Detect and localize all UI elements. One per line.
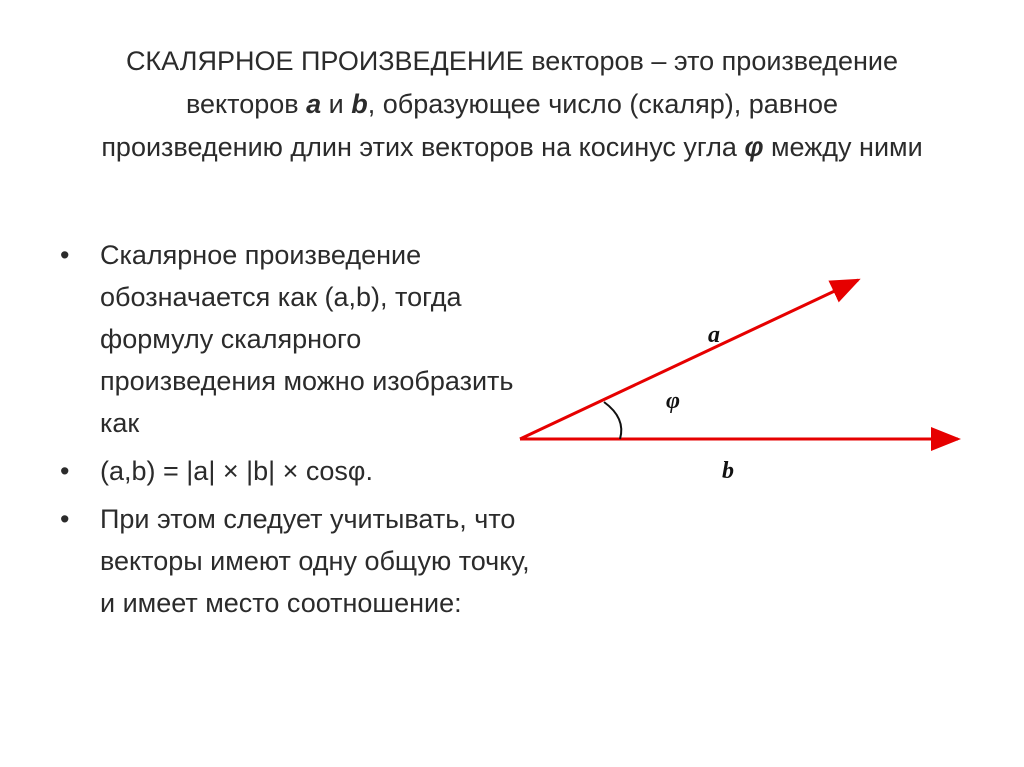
angle-arc bbox=[604, 402, 621, 439]
bullet-marker: • bbox=[60, 456, 70, 486]
bullet-marker: • bbox=[60, 504, 70, 534]
vector-a-arrow bbox=[520, 280, 858, 439]
vector-diagram bbox=[500, 260, 980, 500]
label-a: a bbox=[708, 322, 720, 348]
bullet-text: Скалярное произведение обозначается как (a,b), тогда формулу скалярного произведения можно изобразить как bbox=[100, 240, 514, 438]
bullet-text: При этом следует учитывать, что векторы имеют одну общую точку, и имеет место соотношение: bbox=[100, 504, 530, 618]
bullet-marker: • bbox=[60, 240, 70, 270]
title-line-2: векторов a и b, образующее число (скаляр), равное bbox=[185, 89, 839, 119]
bullet-text: (a,b) = |a| × |b| × cosφ. bbox=[100, 456, 373, 486]
title-line-1: СКАЛЯРНОЕ ПРОИЗВЕДЕНИЕ векторов – это произведение bbox=[125, 46, 899, 76]
title-line-3: произведению длин этих векторов на косинус угла φ между ними bbox=[101, 132, 923, 162]
label-b: b bbox=[722, 458, 734, 484]
bullet-list bbox=[60, 234, 530, 630]
title-vector-b: b bbox=[351, 89, 368, 119]
slide-title bbox=[20, 40, 1004, 169]
label-phi: φ bbox=[666, 388, 681, 414]
bullet-item-1 bbox=[60, 234, 530, 444]
title-phi: φ bbox=[744, 132, 764, 162]
bullet-item-2 bbox=[60, 450, 530, 492]
title-vector-a: a bbox=[306, 89, 322, 119]
bullet-item-3 bbox=[60, 498, 530, 624]
